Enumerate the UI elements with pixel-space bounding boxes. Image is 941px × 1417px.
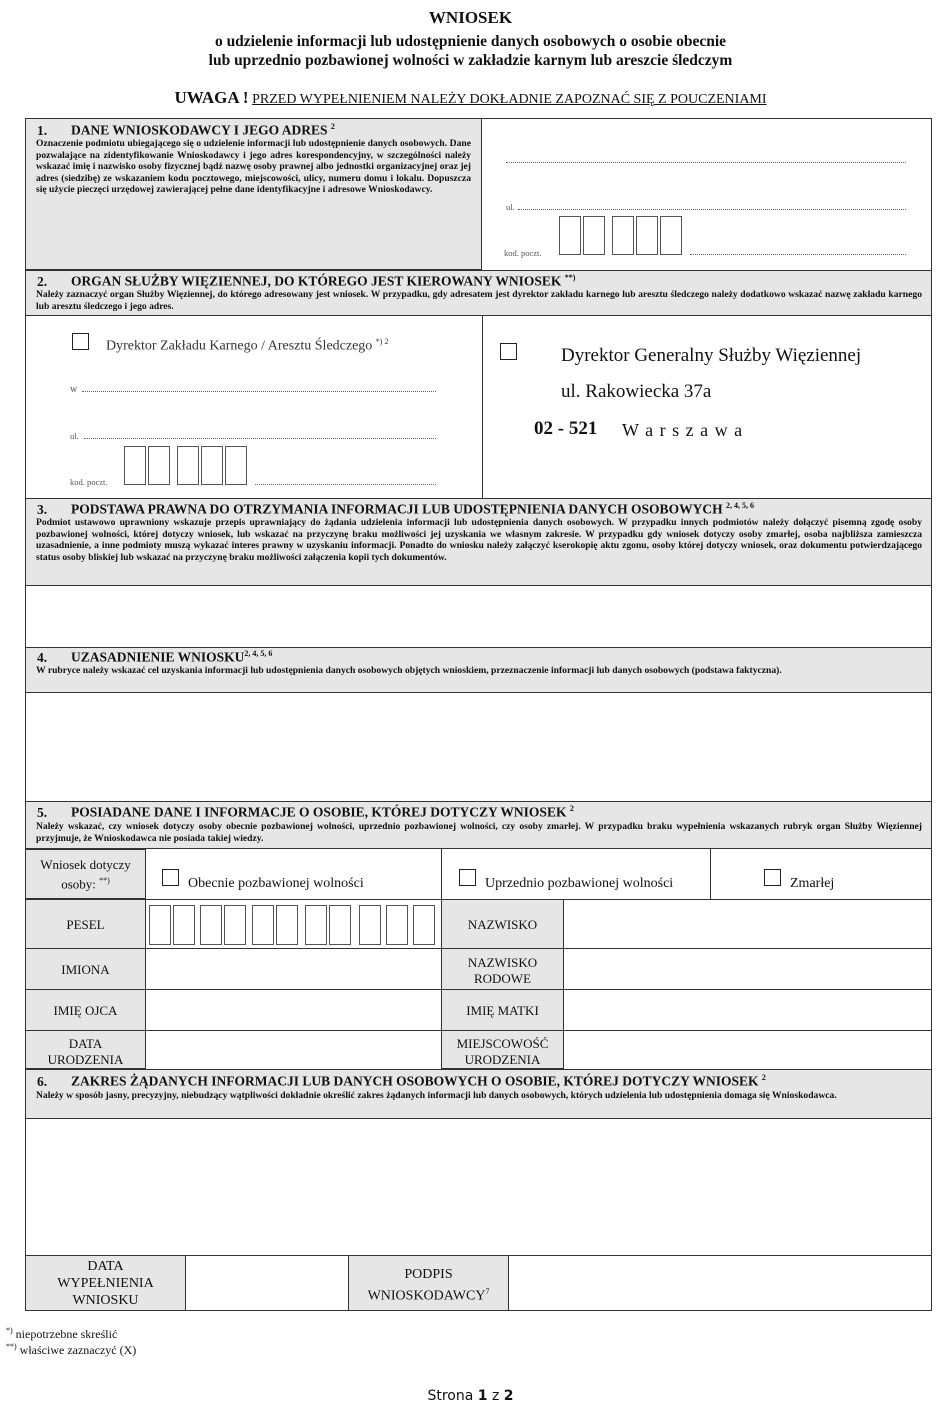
form-title-block: [0, 8, 941, 70]
section2-option2-line2: ul. Rakowiecka 37a: [561, 381, 712, 402]
pesel-digit[interactable]: [276, 905, 298, 945]
section1-postal-digit[interactable]: [559, 216, 581, 255]
date-input[interactable]: [187, 1256, 347, 1310]
section2-city-label: w: [70, 384, 78, 395]
notice-bold: UWAGA !: [174, 88, 249, 107]
section5-person-label-sup: **): [99, 876, 110, 885]
section2-sup: **): [564, 273, 576, 282]
section2-postal-digit[interactable]: [124, 446, 146, 485]
pesel-digit[interactable]: [359, 905, 381, 945]
birth-date-label: [25, 1036, 146, 1068]
section2-option2-checkbox[interactable]: [500, 343, 517, 360]
section1-postal-digit[interactable]: [612, 216, 634, 255]
section2-option2-city: W a r s z a w a: [622, 420, 744, 440]
form-subtitle-line1: o udzielenie informacji lub udostępnienie danych osobowych o osobie obecnie: [214, 33, 727, 50]
section4-sup: 2, 4, 5, 6: [244, 649, 273, 658]
section1-city-line[interactable]: [690, 254, 906, 255]
section1-name-line[interactable]: [506, 162, 906, 163]
notice-text: PRZED WYPEŁNIENIEM NALEŻY DOKŁADNIE ZAPOZNAĆ SIĘ Z POUCZENIAMI: [252, 92, 767, 107]
family-name-input[interactable]: [565, 949, 931, 988]
section6-description: Należy w sposób jasny, precyzyjny, niebudzący wątpliwości dokładnie określić zakres żądanych informacji lub danych osobowych, których udzielenia lub udostępnienia domaga się Wnioskodawca.: [36, 1090, 837, 1101]
signature-label-line1: PODPIS: [404, 1267, 453, 1282]
section2-number: 2.: [37, 273, 48, 289]
birth-date-input[interactable]: [147, 1031, 440, 1068]
section2-option2-postal: 02 - 521: [534, 418, 598, 439]
father-name-label: IMIĘ OJCA: [53, 1003, 118, 1018]
section6-header: [37, 1073, 766, 1090]
section1-postal-digit[interactable]: [583, 216, 605, 255]
section5-sup: 2: [569, 804, 574, 813]
pesel-digit[interactable]: [386, 905, 408, 945]
section5-person-label-line2: osoby:: [61, 876, 96, 892]
date-label-line1: DATA: [87, 1259, 124, 1274]
surname-input[interactable]: [565, 900, 931, 947]
footnote-2: [6, 1342, 136, 1358]
footnote-1: [6, 1326, 117, 1342]
section1-header: [37, 122, 335, 139]
page-prefix: Strona: [427, 1388, 474, 1404]
section5-number: 5.: [37, 804, 48, 820]
section5-deceased-checkbox[interactable]: [764, 869, 781, 886]
section2-divider: [482, 316, 483, 498]
section2-postal-digit[interactable]: [177, 446, 199, 485]
birth-date-label-line2: URODZENIA: [47, 1052, 124, 1067]
pesel-digit[interactable]: [305, 905, 327, 945]
birth-place-label: [441, 1036, 564, 1068]
section1-postal-digit[interactable]: [636, 216, 658, 255]
page-number: [0, 1388, 941, 1404]
page-total: 2: [503, 1388, 514, 1404]
signature-label: [348, 1266, 509, 1305]
date-label-line3: WNIOSKU: [72, 1293, 139, 1308]
family-name-label-line1: NAZWISKO: [467, 955, 538, 970]
section5-person-label-line2-wrap: [25, 873, 146, 892]
section3-header: [37, 501, 754, 518]
footnote-1-mark: *): [6, 1326, 13, 1335]
form-subtitle-line2: lub uprzednio pozbawionej wolności w zakładzie karnym lub areszcie śledczym: [208, 52, 733, 69]
mother-name-input[interactable]: [565, 990, 931, 1029]
section6-title: ZAKRES ŻĄDANYCH INFORMACJI LUB DANYCH OSOBOWYCH O OSOBIE, KTÓREJ DOTYCZY WNIOSEK: [71, 1073, 759, 1089]
pesel-label: PESEL: [66, 917, 105, 932]
birth-place-input[interactable]: [565, 1031, 931, 1068]
section5-title: POSIADANE DANE I INFORMACJE O OSOBIE, KTÓREJ DOTYCZY WNIOSEK: [71, 804, 567, 820]
section5-deceased-label: Zmarłej: [790, 876, 835, 891]
family-name-label: [441, 955, 564, 987]
pesel-digit[interactable]: [252, 905, 274, 945]
section5-divider: [441, 849, 442, 899]
section4-number: 4.: [37, 649, 48, 665]
section5-previous-checkbox[interactable]: [459, 869, 476, 886]
section5-previous-label: Uprzednio pozbawionej wolności: [485, 876, 674, 891]
form-title: WNIOSEK: [428, 8, 513, 27]
mother-name-label: IMIĘ MATKI: [466, 1003, 539, 1018]
section5-current-label: Obecnie pozbawionej wolności: [188, 876, 364, 891]
section2-option1-checkbox[interactable]: [72, 333, 89, 350]
surname-label: NAZWISKO: [467, 917, 538, 932]
section6-input-area[interactable]: [26, 1120, 931, 1254]
pesel-digit[interactable]: [173, 905, 195, 945]
section1-title: DANE WNIOSKODAWCY I JEGO ADRES: [71, 122, 328, 138]
notice: [0, 88, 941, 108]
birth-place-label-line1: MIEJSCOWOŚĆ: [456, 1036, 549, 1051]
section3-title: PODSTAWA PRAWNA DO OTRZYMANIA INFORMACJI LUB UDOSTĘPNIENIA DANYCH OSOBOWYCH: [71, 501, 723, 517]
section2-option1-text: Dyrektor Zakładu Karnego / Aresztu Śledczego: [106, 338, 373, 354]
section2-postal-label: kod. poczt.: [70, 477, 108, 487]
father-name-input[interactable]: [147, 990, 440, 1029]
section6-number: 6.: [37, 1073, 48, 1089]
footnote-2-mark: **): [6, 1342, 17, 1351]
signature-label-line2: WNIOSKODAWCY: [367, 1288, 486, 1304]
section2-postal-digit[interactable]: [201, 446, 223, 485]
section4-description: W rubryce należy wskazać cel uzyskania informacji lub udostępnienia danych osobowych objętych wnioskiem, przeznaczenie informacji lub danych osobowych (podstawa faktyczna).: [36, 665, 782, 676]
section2-option2-line1: Dyrektor Generalny Służby Więziennej: [561, 345, 862, 366]
section2-postal-city-line[interactable]: [255, 484, 436, 485]
section1-description: Oznaczenie podmiotu ubiegającego się o udzielenie informacji lub udostępnienie danych osobowych. Dane pozwalające na zidentyfikowanie Wnioskodawcy i jego adres korespondencyjny, w szczególności należy wskazać imię i nazwisko osoby fizycznej bądź nazwę osoby prawnej albo jednostki organizacyjnej oraz jej adres (siedzibę) ze wskazaniem kodu pocztowego, miejscowości, ulicy, numeru domu i lokalu. Dopuszcza się użycie pieczęci urzędowej zawierającej pełne dane identyfikacyjne i adresowe Wnioskodawcy.: [36, 138, 471, 196]
section4-title: UZASADNIENIE WNIOSKU: [71, 649, 245, 665]
section3-input-area[interactable]: [26, 587, 931, 647]
section2-description: Należy zaznaczyć organ Służby Więziennej, do którego adresowany jest wniosek. W przypadku, gdy adresatem jest dyrektor zakładu karnego lub aresztu śledczego należy dodatkowo wskazać nazwę zakładu karnego lub aresztu śledczego i jego adres.: [36, 289, 922, 312]
section1-postal-digit[interactable]: [660, 216, 682, 255]
footnote-2-text: właściwe zaznaczyć (X): [19, 1343, 137, 1357]
section2-postal-digit[interactable]: [148, 446, 170, 485]
section2-city-line[interactable]: [82, 391, 436, 392]
section2-header: [37, 273, 575, 290]
signature-input[interactable]: [510, 1256, 931, 1310]
page-current: 1: [477, 1388, 488, 1404]
section2-postal-digit[interactable]: [225, 446, 247, 485]
section2-option1-sup: *) 2: [375, 337, 389, 346]
section5-description: Należy wskazać, czy wniosek dotyczy osoby obecnie pozbawionej wolności, uprzednio pozbawionej wolności, czy osoby zmarłej. W przypadku braku wypełnienia wskazanych rubryk organ Służby Więziennej przyjmuje, że Wnioskodawca nie posiada takiej wiedzy.: [36, 821, 922, 844]
date-label: [25, 1258, 186, 1309]
section1-sup: 2: [330, 122, 335, 131]
section1-street-label: ul.: [506, 202, 515, 212]
names-input[interactable]: [147, 949, 440, 988]
birth-place-label-line2: URODZENIA: [464, 1052, 541, 1067]
section1-street-line[interactable]: [518, 209, 906, 210]
family-name-label-line2: RODOWE: [473, 971, 532, 986]
section3-sup: 2, 4, 5, 6: [725, 501, 754, 510]
birth-date-label-line1: DATA: [68, 1036, 103, 1051]
footnote-1-text: niepotrzebne skreślić: [15, 1327, 118, 1341]
section6-sup: 2: [761, 1073, 766, 1082]
signature-label-sup: 7: [485, 1287, 490, 1296]
page-sep: z: [491, 1388, 500, 1404]
pesel-digit[interactable]: [200, 905, 222, 945]
section4-input-area[interactable]: [26, 694, 931, 800]
pesel-digit[interactable]: [329, 905, 351, 945]
names-label: IMIONA: [61, 962, 110, 977]
pesel-digit[interactable]: [413, 905, 435, 945]
section5-person-label: [25, 857, 146, 892]
signature-label-line2-wrap: [348, 1283, 509, 1305]
section5-divider: [710, 849, 711, 899]
section1-number: 1.: [37, 122, 48, 138]
section5-header: [37, 804, 574, 821]
pesel-digit[interactable]: [224, 905, 246, 945]
section3-number: 3.: [37, 501, 48, 517]
section2-option1-label: [106, 337, 388, 355]
section1-postal-label: kod. poczt.: [504, 248, 542, 258]
section2-street-label: ul.: [70, 431, 79, 441]
section5-person-label-line1: Wniosek dotyczy: [40, 857, 131, 872]
section2-street-line[interactable]: [84, 438, 436, 439]
date-label-line2: WYPEŁNIENIA: [57, 1276, 154, 1291]
section3-description: Podmiot ustawowo uprawniony wskazuje przepis uprawniający do żądania udzielenia informacji lub udostępnienia danych osobowych. W przypadku innych podmiotów należy dołączyć pisemną zgodę osoby pozbawionej wolności, której dotyczy wniosek, lub wskazać na przyczynę braku możliwości jej uzyskania we własnym zakresie. W przypadku gdy wniosek dotyczy osoby zmarłej, osoba najbliższa zamieszcza uzasadnienie, a inne podmioty muszą wykazać interes prawny w uzyskaniu informacji. Ponadto do wniosku należy załączyć kserokopię aktu zgonu, osoby której dotyczy wniosek, oraz dokumentu potwierdzającego status osoby bliskiej lub wskazać na przyczynę braku możliwości załączenia kopii tych dokumentów.: [36, 517, 922, 563]
section5-current-checkbox[interactable]: [162, 869, 179, 886]
pesel-digit[interactable]: [149, 905, 171, 945]
section4-header: [37, 649, 272, 666]
section2-title: ORGAN SŁUŻBY WIĘZIENNEJ, DO KTÓREGO JEST KIEROWANY WNIOSEK: [71, 273, 562, 289]
